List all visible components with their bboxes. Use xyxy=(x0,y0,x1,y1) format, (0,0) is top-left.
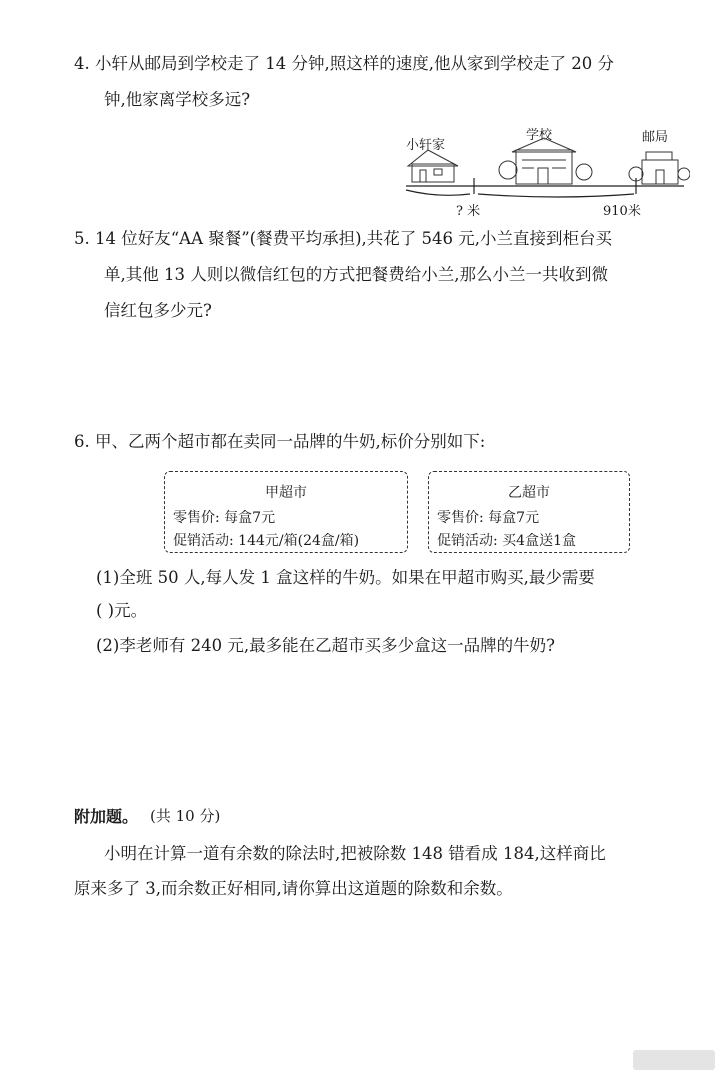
label-post: 邮局 xyxy=(642,130,669,145)
q6-sub1-line2: ( )元。 xyxy=(96,601,148,620)
q6-intro: 6. 甲、乙两个超市都在卖同一品牌的牛奶,标价分别如下: xyxy=(74,432,486,451)
supermarket-a-box xyxy=(164,471,408,553)
q5-line2: 单,其他 13 人则以微信红包的方式把餐费给小兰,那么小兰一共收到微 xyxy=(104,265,608,284)
label-home: 小轩家 xyxy=(406,138,446,153)
supermarket-a-title: 甲超市 xyxy=(265,485,307,501)
house-icon xyxy=(408,150,458,182)
bonus-line2: 原来多了 3,而余数正好相同,请你算出这道题的除数和余数。 xyxy=(74,879,513,898)
supermarket-b-promo: 促销活动: 买4盒送1盒 xyxy=(437,533,576,549)
school-building-icon xyxy=(499,138,592,184)
supermarket-b-title: 乙超市 xyxy=(508,485,550,501)
label-school: 学校 xyxy=(526,128,553,143)
label-known-distance: 910米 xyxy=(603,204,641,219)
supermarket-b-box xyxy=(428,471,630,553)
bonus-line1: 小明在计算一道有余数的除法时,把被除数 148 错看成 184,这样商比 xyxy=(104,844,606,863)
watermark-badge xyxy=(633,1050,715,1070)
supermarket-b-retail: 零售价: 每盒7元 xyxy=(437,510,540,526)
post-office-icon xyxy=(629,152,690,184)
supermarket-a-retail: 零售价: 每盒7元 xyxy=(173,510,276,526)
q5-line1: 5. 14 位好友“AA 聚餐”(餐费平均承担),共花了 546 元,小兰直接到柜台买 xyxy=(74,229,613,248)
supermarket-a-promo: 促销活动: 144元/箱(24盒/箱) xyxy=(173,533,360,549)
q4-line2: 钟,他家离学校多远? xyxy=(104,90,251,109)
q5-line3: 信红包多少元? xyxy=(104,301,212,320)
bonus-heading: 附加题。 xyxy=(74,807,139,826)
bonus-points: (共 10 分) xyxy=(150,807,221,825)
label-unknown-distance: ? 米 xyxy=(456,204,481,219)
q6-sub2: (2)李老师有 240 元,最多能在乙超市买多少盒这一品牌的牛奶? xyxy=(96,636,555,655)
q6-sub1-line1: (1)全班 50 人,每人发 1 盒这样的牛奶。如果在甲超市购买,最少需要 xyxy=(96,568,595,587)
diagram-drawing xyxy=(398,118,690,222)
distance-diagram xyxy=(398,118,690,222)
q4-line1: 4. 小轩从邮局到学校走了 14 分钟,照这样的速度,他从家到学校走了 20 分 xyxy=(74,54,614,73)
